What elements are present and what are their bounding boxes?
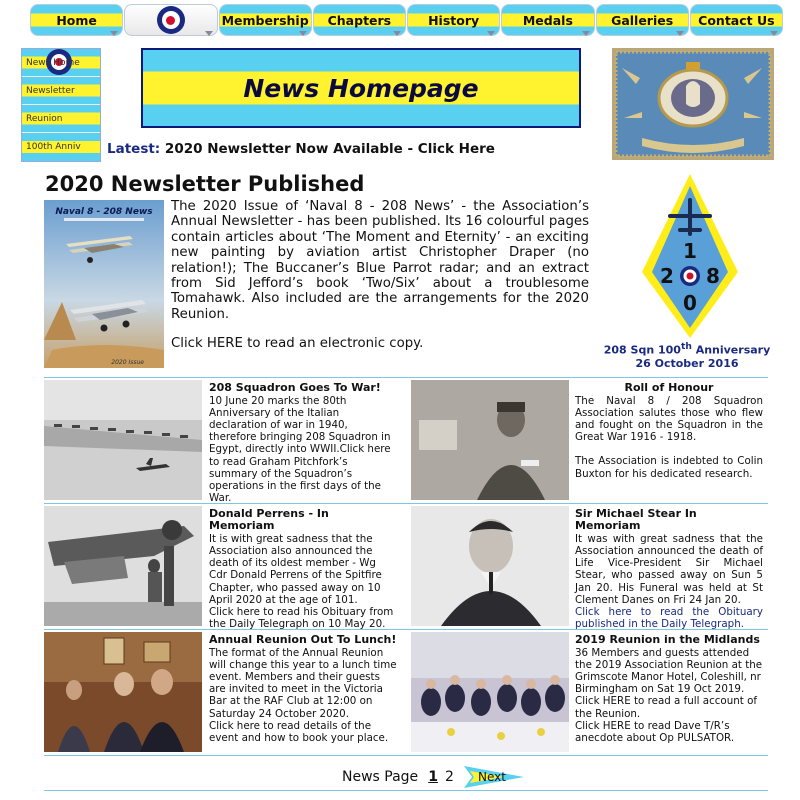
nav-galleries[interactable] — [596, 4, 689, 36]
news-image-reunion-midlands[interactable] — [411, 632, 569, 752]
nav-logo[interactable] — [124, 4, 217, 36]
caret-down-icon — [582, 31, 590, 36]
next-label: Next — [477, 770, 506, 784]
caret-down-icon — [393, 31, 401, 36]
side-item-newsletter[interactable] — [22, 77, 100, 105]
divider — [44, 377, 768, 378]
anniversary-badge[interactable] — [640, 172, 740, 342]
cover-year: 2020 Issue — [111, 359, 144, 366]
page-2-link[interactable]: 2 — [444, 769, 454, 785]
pager-label: News Page — [342, 769, 419, 785]
anniv-caption-prefix: 208 Sqn 100 — [603, 343, 681, 357]
caret-down-icon — [770, 31, 778, 36]
anniv-caption-sup: th — [680, 341, 692, 352]
news-card-body: The Association is indebted to Colin Buxton for his dedicated research. — [575, 455, 763, 480]
news-card[interactable] — [575, 634, 763, 744]
news-card-title: Roll of Honour — [624, 381, 714, 394]
divider — [44, 755, 768, 756]
page-title: News Homepage — [243, 73, 479, 103]
news-image-perrens-spitfire[interactable] — [44, 506, 202, 626]
news-card-body: The format of the Annual Reunion will change this year to a lunch time event. Members and their guests are invited to meet in the Victoria Bar at the RAF Club at 12:00 on Saturday 24 October 2020. — [209, 647, 397, 720]
anniv-digit: 0 — [683, 291, 697, 315]
news-card-title: Donald Perrens - In Memoriam — [209, 507, 329, 533]
nav-chapters-label: Chapters — [327, 12, 392, 28]
anniv-digit: 2 — [660, 264, 674, 288]
next-button[interactable] — [464, 766, 524, 788]
caret-down-icon — [487, 31, 495, 36]
pagination — [342, 766, 524, 788]
side-item-label: Newsletter — [26, 85, 75, 96]
news-card-body: It is with great sadness that the Association also announced the death of its oldest member - Wg Cdr Donald Perrens of the Spitfire Chapter, who passed away on 10 April 2020 at the age of 101. — [209, 533, 382, 606]
news-card-body: Click HERE to read a full account of the Reunion. — [575, 695, 758, 720]
news-image-desert-aircraft[interactable] — [44, 380, 202, 500]
news-image-reunion-lunch[interactable] — [44, 632, 202, 752]
news-card[interactable] — [575, 508, 763, 630]
nav-chapters[interactable] — [313, 4, 406, 36]
nav-contact-label: Contact Us — [698, 12, 775, 28]
news-card-title: 2019 Reunion in the Midlands — [575, 633, 760, 646]
nav-home[interactable] — [30, 4, 123, 36]
article-text: The 2020 Issue of ‘Naval 8 - 208 News’ - the Association’s Annual Newsletter - has been published. Its 16 colourful pages contain articles about ‘The Moment and Eternity’ - an exciting new painting by aviation artist Christopher Draper (no relation!); The Buccaner’s Blue Parrot radar; and an extract from Sid Jefford’s book ‘Two/Six’ about a troublesome Tomahawk. Also included are the arrangements for the 2020 Reunion. — [171, 199, 589, 322]
news-card[interactable] — [575, 382, 763, 480]
anniv-digit: 8 — [706, 264, 720, 288]
news-card[interactable] — [209, 634, 397, 744]
squadron-standard-image — [612, 48, 774, 160]
newsletter-cover-image[interactable] — [44, 200, 164, 368]
news-card-body: Click here to read his Obituary from the Daily Telegraph on 10 May 20. — [209, 605, 394, 630]
news-card-body: It was with great sadness that the Association announced the death of Life Vice-President Sir Michael Stear, who passed away on Sun 5 Jan 20. His Funeral was held at St Clement Danes on Fri 24 Jan 20. — [575, 533, 763, 606]
news-card-title: Sir Michael Stear In Memoriam — [575, 507, 697, 533]
news-card[interactable] — [209, 382, 397, 504]
page-banner — [141, 48, 581, 128]
caret-down-icon — [299, 31, 307, 36]
latest-text: 2020 Newsletter Now Available - Click Here — [164, 141, 495, 157]
side-item-reunion[interactable] — [22, 105, 100, 133]
side-item-label: 100th Anniv — [26, 142, 81, 152]
news-card-body: Click here to read the Obituary published in the Daily Telegraph. — [575, 605, 763, 630]
news-card-body: 10 June 20 marks the 80th Anniversary of the Italian declaration of war in 1940, therefore bringing 208 Squadron in Egypt, directly into WWII.Click here to read Graham Pitchfork’s summary of the Squadron’s operations in the first days of the War. — [209, 395, 391, 504]
side-item-label: News Home — [26, 57, 80, 68]
caret-down-icon — [110, 31, 118, 36]
caret-down-icon — [676, 31, 684, 36]
divider — [44, 503, 768, 504]
nav-membership-label: Membership — [221, 12, 309, 28]
side-item-news-home[interactable] — [22, 49, 100, 77]
article-body — [171, 199, 589, 352]
caret-down-icon — [205, 31, 213, 36]
read-electronic-copy-link[interactable]: Click HERE to read an electronic copy. — [171, 336, 424, 352]
nav-history[interactable] — [407, 4, 500, 36]
latest-label: Latest: — [107, 141, 161, 157]
anniv-caption-suffix: Anniversary — [691, 343, 771, 357]
news-card-body: Click HERE to read Dave T/R’s anecdote about Op PULSATOR. — [575, 719, 735, 744]
anniversary-caption[interactable] — [597, 340, 777, 370]
nav-history-label: History — [428, 12, 480, 28]
news-card[interactable] — [209, 508, 397, 630]
news-side-menu — [21, 48, 101, 162]
news-card-title: 208 Squadron Goes To War! — [209, 381, 381, 394]
cover-title: Naval 8 - 208 News — [55, 207, 153, 217]
news-image-roll-of-honour[interactable] — [411, 380, 569, 500]
page-1-link[interactable]: 1 — [428, 769, 438, 785]
nav-medals-label: Medals — [522, 12, 573, 28]
article-headline: 2020 Newsletter Published — [45, 172, 365, 196]
nav-home-label: Home — [56, 12, 97, 28]
raf-roundel-icon — [157, 6, 185, 34]
news-card-title: Annual Reunion Out To Lunch! — [209, 633, 397, 646]
divider — [44, 790, 768, 791]
news-card-body: Click here to read details of the event and how to book your place. — [209, 719, 389, 744]
side-item-label: Reunion — [26, 113, 63, 124]
nav-medals[interactable] — [501, 4, 594, 36]
anniv-date: 26 October 2016 — [635, 356, 739, 370]
latest-link[interactable] — [107, 141, 495, 157]
side-item-100th-anniv[interactable] — [22, 133, 100, 161]
nav-membership[interactable] — [219, 4, 312, 36]
nav-contact[interactable] — [690, 4, 783, 36]
news-card-body: 36 Members and guests attended the 2019 Association Reunion at the Grimscote Manor Hotel, Coleshill, nr Birmingham on Sat 19 Oct 2019. — [575, 647, 763, 696]
news-card-body: The Naval 8 / 208 Squadron Association salutes those who flew and fought on the Squadron in the Great War 1916 - 1918. — [575, 395, 763, 444]
top-nav — [30, 4, 784, 36]
anniv-digit: 1 — [683, 239, 697, 263]
nav-galleries-label: Galleries — [611, 12, 674, 28]
news-image-michael-stear[interactable] — [411, 506, 569, 626]
